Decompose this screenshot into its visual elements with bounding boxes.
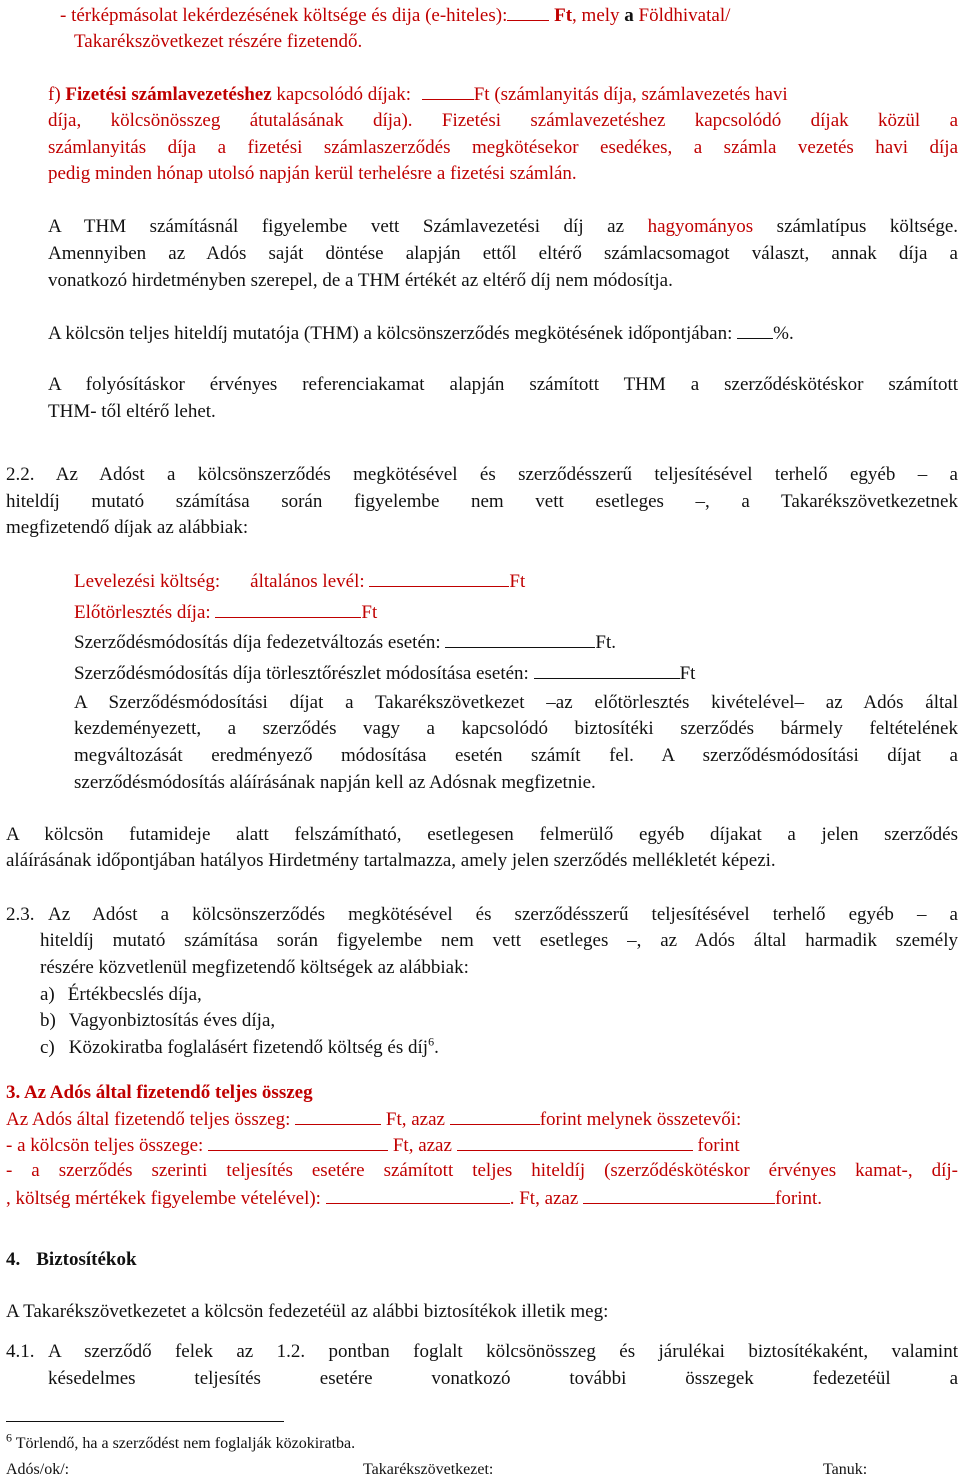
thm-note-2: Amennyiben az Adós saját döntése alapján ettől eltérő számlacsomagot választ, annak díja a: [48, 243, 958, 264]
fee-prepayment: Előtörlesztés díja: Ft: [74, 599, 377, 625]
footnote-divider: [6, 1421, 284, 1422]
section-2-3-line-2: hiteldíj mutató számítása során figyelembe nem vett esetleges –, az Adós által harmadik személy: [40, 930, 958, 951]
collateral-intro: A Takarékszövetkezetet a kölcsön fedezetéül az alábbi biztosítékok illetik meg:: [6, 1301, 609, 1322]
amendment-note-3: megváltozását eredményező módosítása esetén számít fel. A szerződésmódosítási díjat a: [74, 745, 958, 766]
blank-field: [295, 1106, 381, 1125]
blank-field: [450, 1106, 540, 1125]
reference-rate-note-2: THM- től eltérő lehet.: [48, 401, 216, 422]
fee-postage: Levelezési költség: általános levél: Ft: [74, 568, 525, 594]
footer-witness-label: Tanuk:: [823, 1461, 868, 1478]
blank-field: [369, 568, 509, 587]
account-fee-line: f) Fizetési számlavezetéshez kapcsolódó díjak: Ft (számlanyitás díja, számlavezetés havi: [48, 81, 958, 107]
section-2-3-number: 2.3.: [6, 904, 35, 925]
thm-note-1: A THM számításnál figyelembe vett Számlavezetési díj az hagyományos számlatípus költsége.: [48, 216, 958, 237]
footnote-ref: 6: [428, 1034, 435, 1049]
thm-value-line: A kölcsön teljes hiteldíj mutatója (THM) a kölcsönszerződés megkötésének időpontjában: %.: [48, 320, 794, 346]
list-item-b: b) Vagyonbiztosítás éves díja,: [40, 1010, 276, 1031]
footer-bank-label: Takarékszövetkezet:: [363, 1461, 494, 1478]
blank-field: [507, 2, 549, 21]
section-2-3-line-3: részére közvetlenül megfizetendő költségek az alábbiak:: [40, 957, 469, 978]
blank-field: [457, 1132, 693, 1151]
thm-note-3: vonatkozó hirdetményben szerepel, de a THM értékét az eltérő díj nem módosítja.: [48, 270, 673, 291]
loan-total-line: - a kölcsön teljes összege: Ft, azaz forint: [6, 1132, 740, 1158]
list-item-a: a) Értékbecslés díja,: [40, 984, 202, 1005]
fee-amendment-collateral: Szerződésmódosítás díja fedezetváltozás esetén: Ft.: [74, 629, 616, 655]
fee-line-map-copy-cont: Takarékszövetkezet részére fizetendő.: [74, 31, 363, 52]
account-fee-desc-3: pedig minden hónap utolsó napján kerül terhelésre a fizetési számlán.: [48, 163, 577, 184]
blank-field: [422, 81, 474, 100]
section-2-3-line-1: Az Adóst a kölcsönszerződés megkötésével és szerződésszerű teljesítésével terhelő egyéb – a: [48, 904, 958, 925]
account-fee-desc-1: díja, kölcsönösszeg átutalásának díja). Fizetési számlavezetéshez kapcsolódó díjak közül a: [48, 110, 958, 131]
section-2-2-line-1: 2.2. Az Adóst a kölcsönszerződés megkötésével és szerződésszerű teljesítésével terhelő egyéb – a: [6, 464, 958, 485]
blank-field: [326, 1185, 510, 1204]
other-fees-note-2: aláírásának időpontjában hatályos Hirdetmény tartalmazza, amely jelen szerződés mellékletét képezi.: [6, 850, 776, 871]
amendment-note-1: A Szerződésmódosítási díjat a Takarékszövetkezet –az előtörlesztés kivételével– az Adós által: [74, 692, 958, 713]
total-credit-cost-line-2: , költség mértékek figyelembe vételével): . Ft, azaz forint.: [6, 1185, 822, 1211]
reference-rate-note-1: A folyósításkor érvényes referenciakamat alapján számított THM a szerződéskötéskor számított: [48, 374, 958, 395]
total-credit-cost-line-1: - a szerződés szerinti teljesítés esetére számított teljes hiteldíj (szerződéskötéskor érvényes kamat-, díj-: [6, 1160, 958, 1181]
footer-debtor-label: Adós/ok/:: [6, 1461, 70, 1478]
section-2-2-line-2: hiteldíj mutató számítása során figyelembe nem vett esetleges –, a Takarékszövetkezetnek: [6, 491, 958, 512]
section-4-1-line-2: késedelmes teljesítés esetére vonatkozó további összegek fedezetéül a: [48, 1368, 958, 1389]
blank-field: [534, 660, 680, 679]
blank-field: [215, 599, 361, 618]
blank-field: [583, 1185, 775, 1204]
blank-field: [737, 320, 773, 339]
account-fee-desc-2: számlanyitás díja a fizetési számlaszerződés megkötésekor esedékes, a számla vezetés havi díja: [48, 137, 958, 158]
footnote: $^6$ Törlendő, ha a szerződést nem foglalják közokiratba.: [6, 1430, 356, 1452]
total-payable-line: Az Adós által fizetendő teljes összeg: Ft, azaz forint melynek összetevői:: [6, 1106, 741, 1132]
other-fees-note-1: A kölcsön futamideje alatt felszámítható, esetlegesen felmerülő egyéb díjakat a jelen szerződés: [6, 824, 958, 845]
blank-field: [445, 629, 595, 648]
section-4-heading: 4. Biztosítékok: [6, 1249, 137, 1270]
fee-line-map-copy: - térképmásolat lekérdezésének költsége és dija (e-hiteles): Ft, mely a Földhivatal/: [60, 2, 730, 28]
amendment-note-4: szerződésmódosítás aláírásának napján kell az Adósnak megfizetnie.: [74, 772, 596, 793]
section-3-heading: 3. Az Adós által fizetendő teljes összeg: [6, 1082, 313, 1103]
section-4-1-number: 4.1.: [6, 1341, 35, 1362]
section-2-2-line-3: megfizetendő díjak az alábbiak:: [6, 517, 249, 538]
blank-field: [208, 1132, 388, 1151]
section-4-1-line-1: A szerződő felek az 1.2. pontban foglalt kölcsönösszeg és járulékai biztosítékaként, valamint: [48, 1341, 958, 1362]
amendment-note-2: kezdeményezett, a szerződés vagy a kapcsolódó biztosítéki szerződés bármely feltételének: [74, 718, 958, 739]
fee-amendment-installment: Szerződésmódosítás díja törlesztőrészlet módosítása esetén: Ft: [74, 660, 695, 686]
list-item-c: c) Közokiratba foglalásért fizetendő költség és díj$^6$.: [40, 1034, 439, 1058]
